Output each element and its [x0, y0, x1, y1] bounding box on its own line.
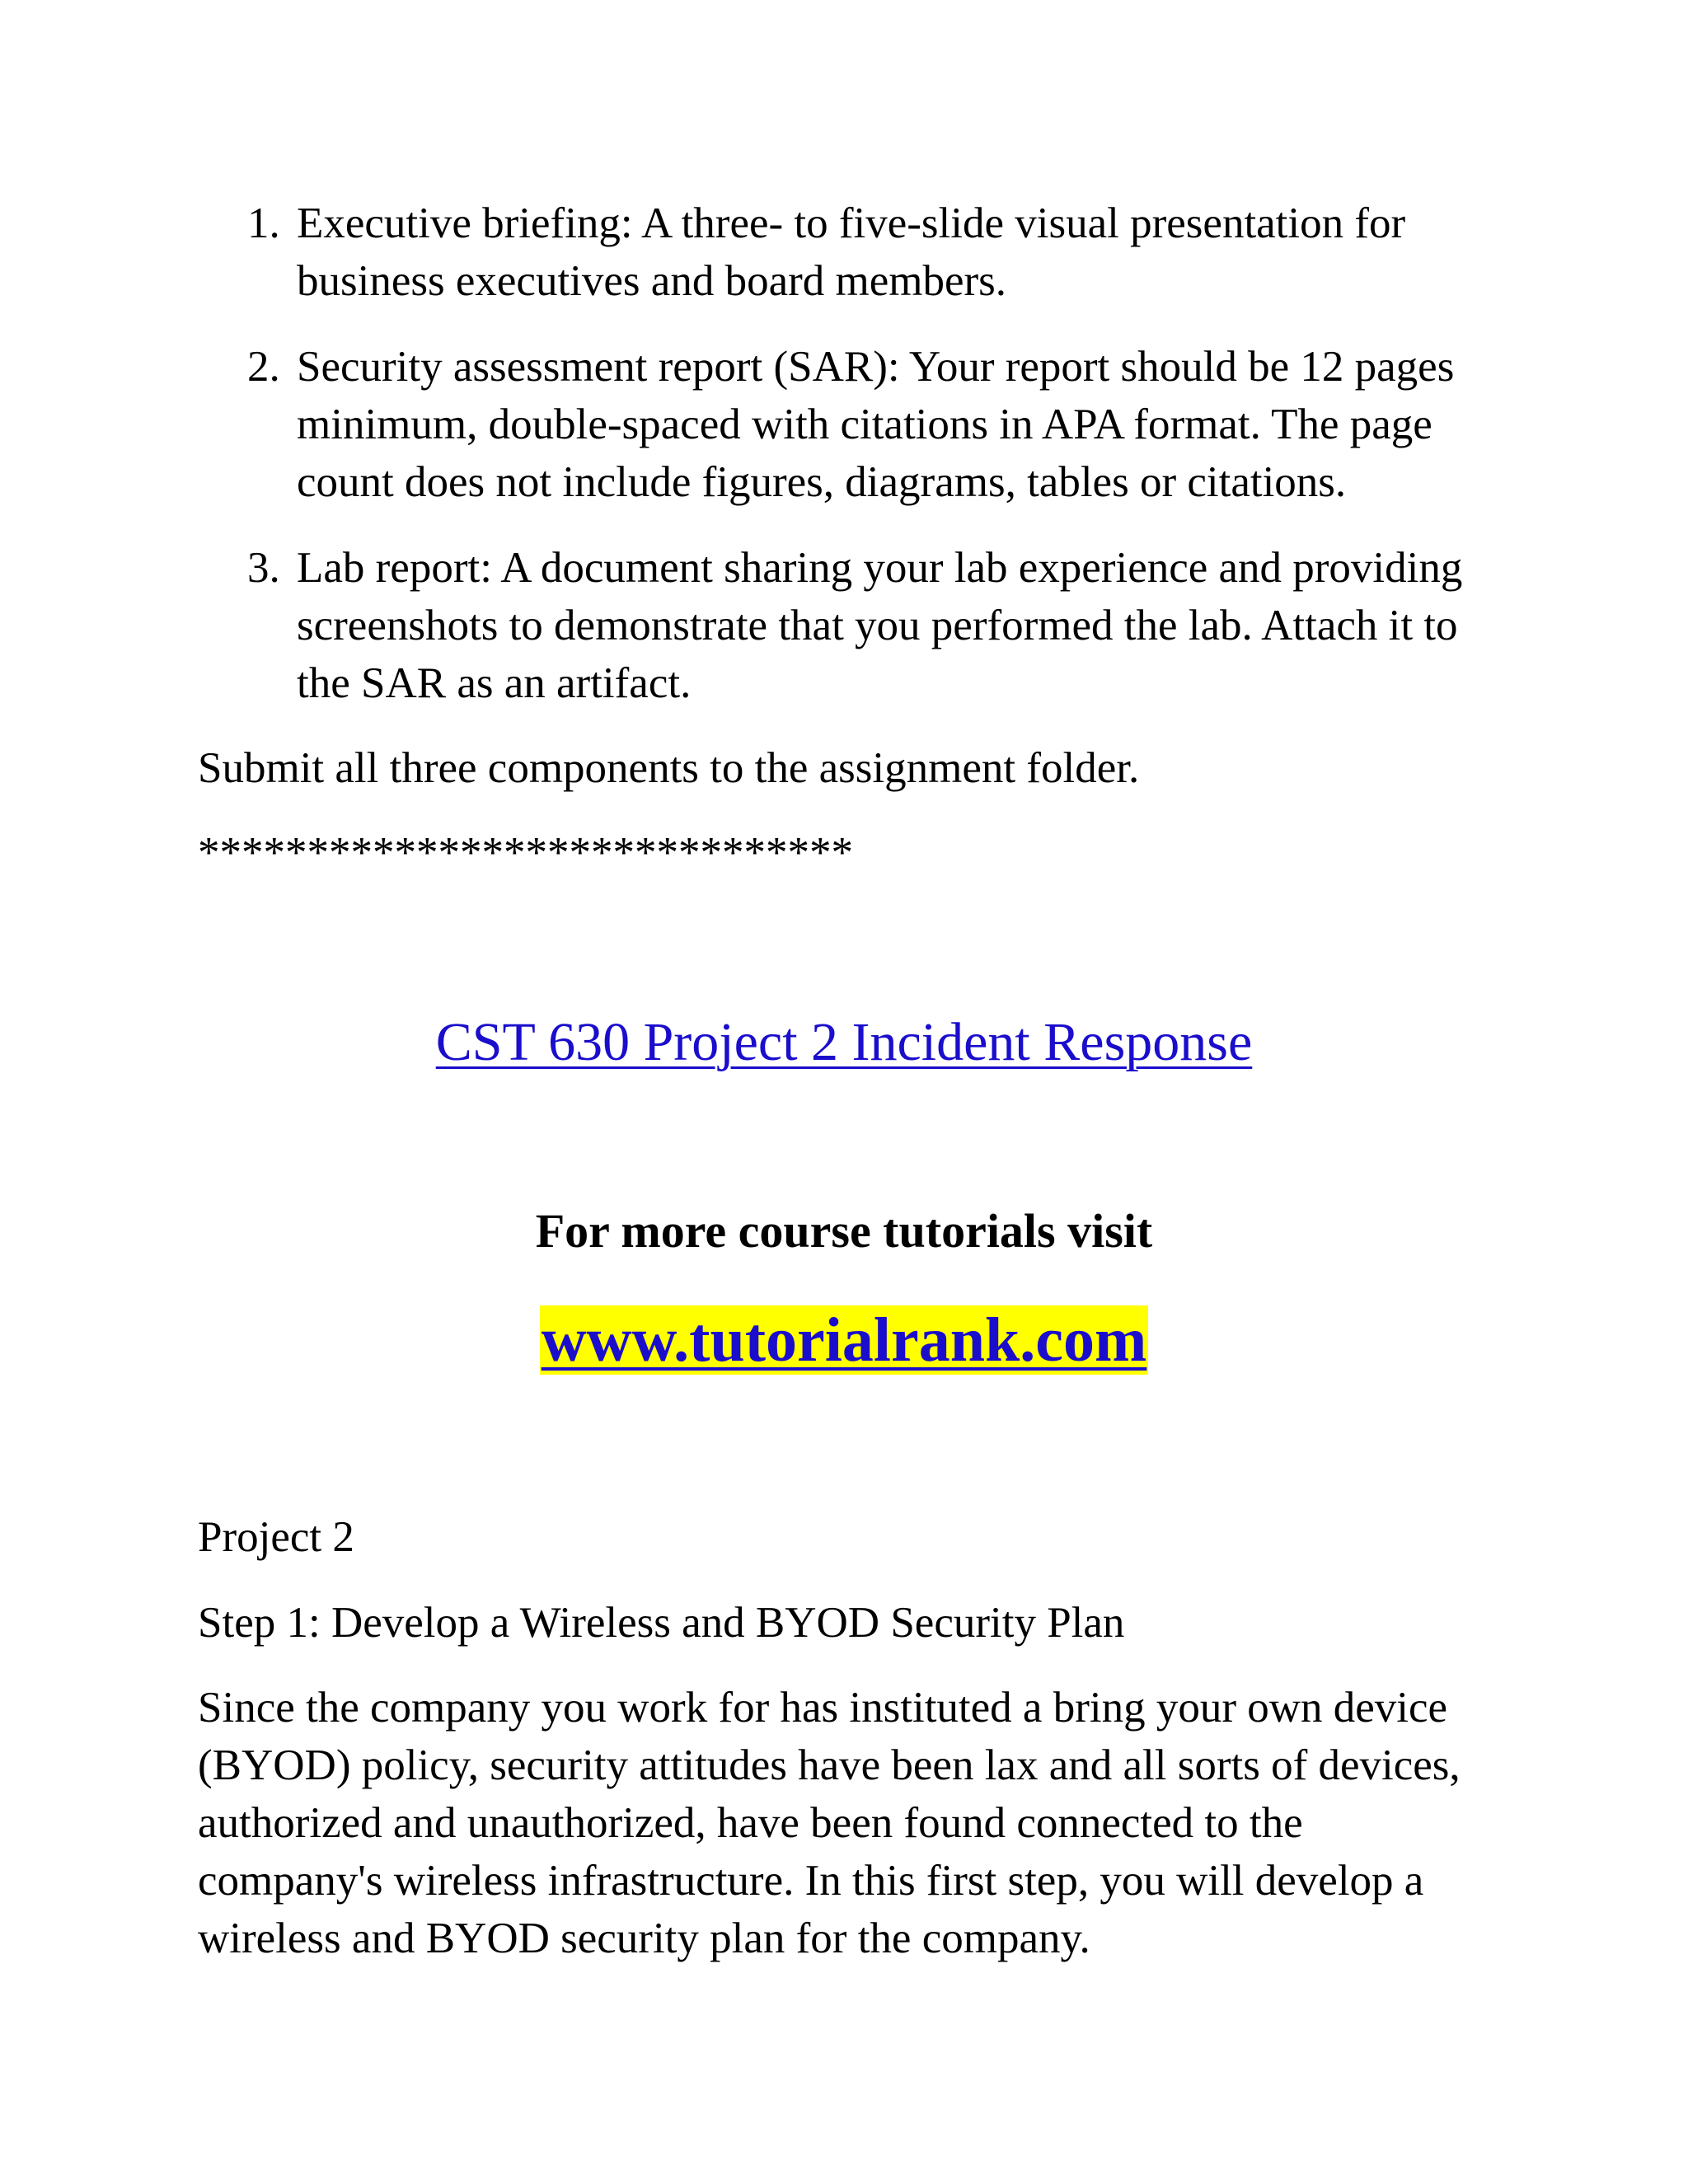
site-url-line [0, 1302, 1688, 1378]
step-paragraph [198, 1679, 1533, 1967]
paragraph-line: wireless and BYOD security plan for the company. [198, 1915, 1090, 1962]
list-item-line: Lab report: A document sharing your lab experience and providing [297, 544, 1463, 592]
list-item-line: Security assessment report (SAR): Your report should be 12 pages [297, 343, 1455, 391]
list-item-line: minimum, double-spaced with citations in APA format. The page [297, 401, 1432, 448]
deliverables-list [198, 194, 1517, 740]
list-item-line: the SAR as an artifact. [297, 659, 692, 707]
paragraph-line: Since the company you work for has instituted a bring your own device [198, 1684, 1448, 1732]
project-heading: Project 2 [198, 1513, 354, 1561]
list-item [198, 338, 1517, 511]
paragraph-line: (BYOD) policy, security attitudes have been lax and all sorts of devices, [198, 1741, 1461, 1789]
list-item-line: Executive briefing: A three- to five-slide visual presentation for [297, 199, 1406, 247]
course-link[interactable]: CST 630 Project 2 Incident Response [435, 1012, 1253, 1072]
submit-instruction: Submit all three components to the assignment folder. [198, 744, 1140, 792]
paragraph-line: authorized and unauthorized, have been found connected to the [198, 1799, 1303, 1847]
site-url-link[interactable]: www.tutorialrank.com [541, 1305, 1147, 1375]
paragraph-line: company's wireless infrastructure. In this first step, you will develop a [198, 1857, 1424, 1905]
separator-line: ****************************** [198, 829, 853, 877]
list-item-number: 2. [247, 343, 280, 391]
step-heading: Step 1: Develop a Wireless and BYOD Security Plan [198, 1599, 1125, 1647]
list-item-line: screenshots to demonstrate that you performed the lab. Attach it to [297, 602, 1458, 649]
list-item [198, 539, 1517, 712]
list-item-number: 3. [247, 544, 280, 592]
list-item-line: count does not include figures, diagrams, tables or citations. [297, 458, 1347, 506]
course-link-title [0, 1010, 1688, 1076]
list-item [198, 194, 1517, 310]
list-item-number: 1. [247, 199, 280, 247]
list-item-line: business executives and board members. [297, 257, 1007, 305]
visit-text: For more course tutorials visit [535, 1204, 1153, 1258]
